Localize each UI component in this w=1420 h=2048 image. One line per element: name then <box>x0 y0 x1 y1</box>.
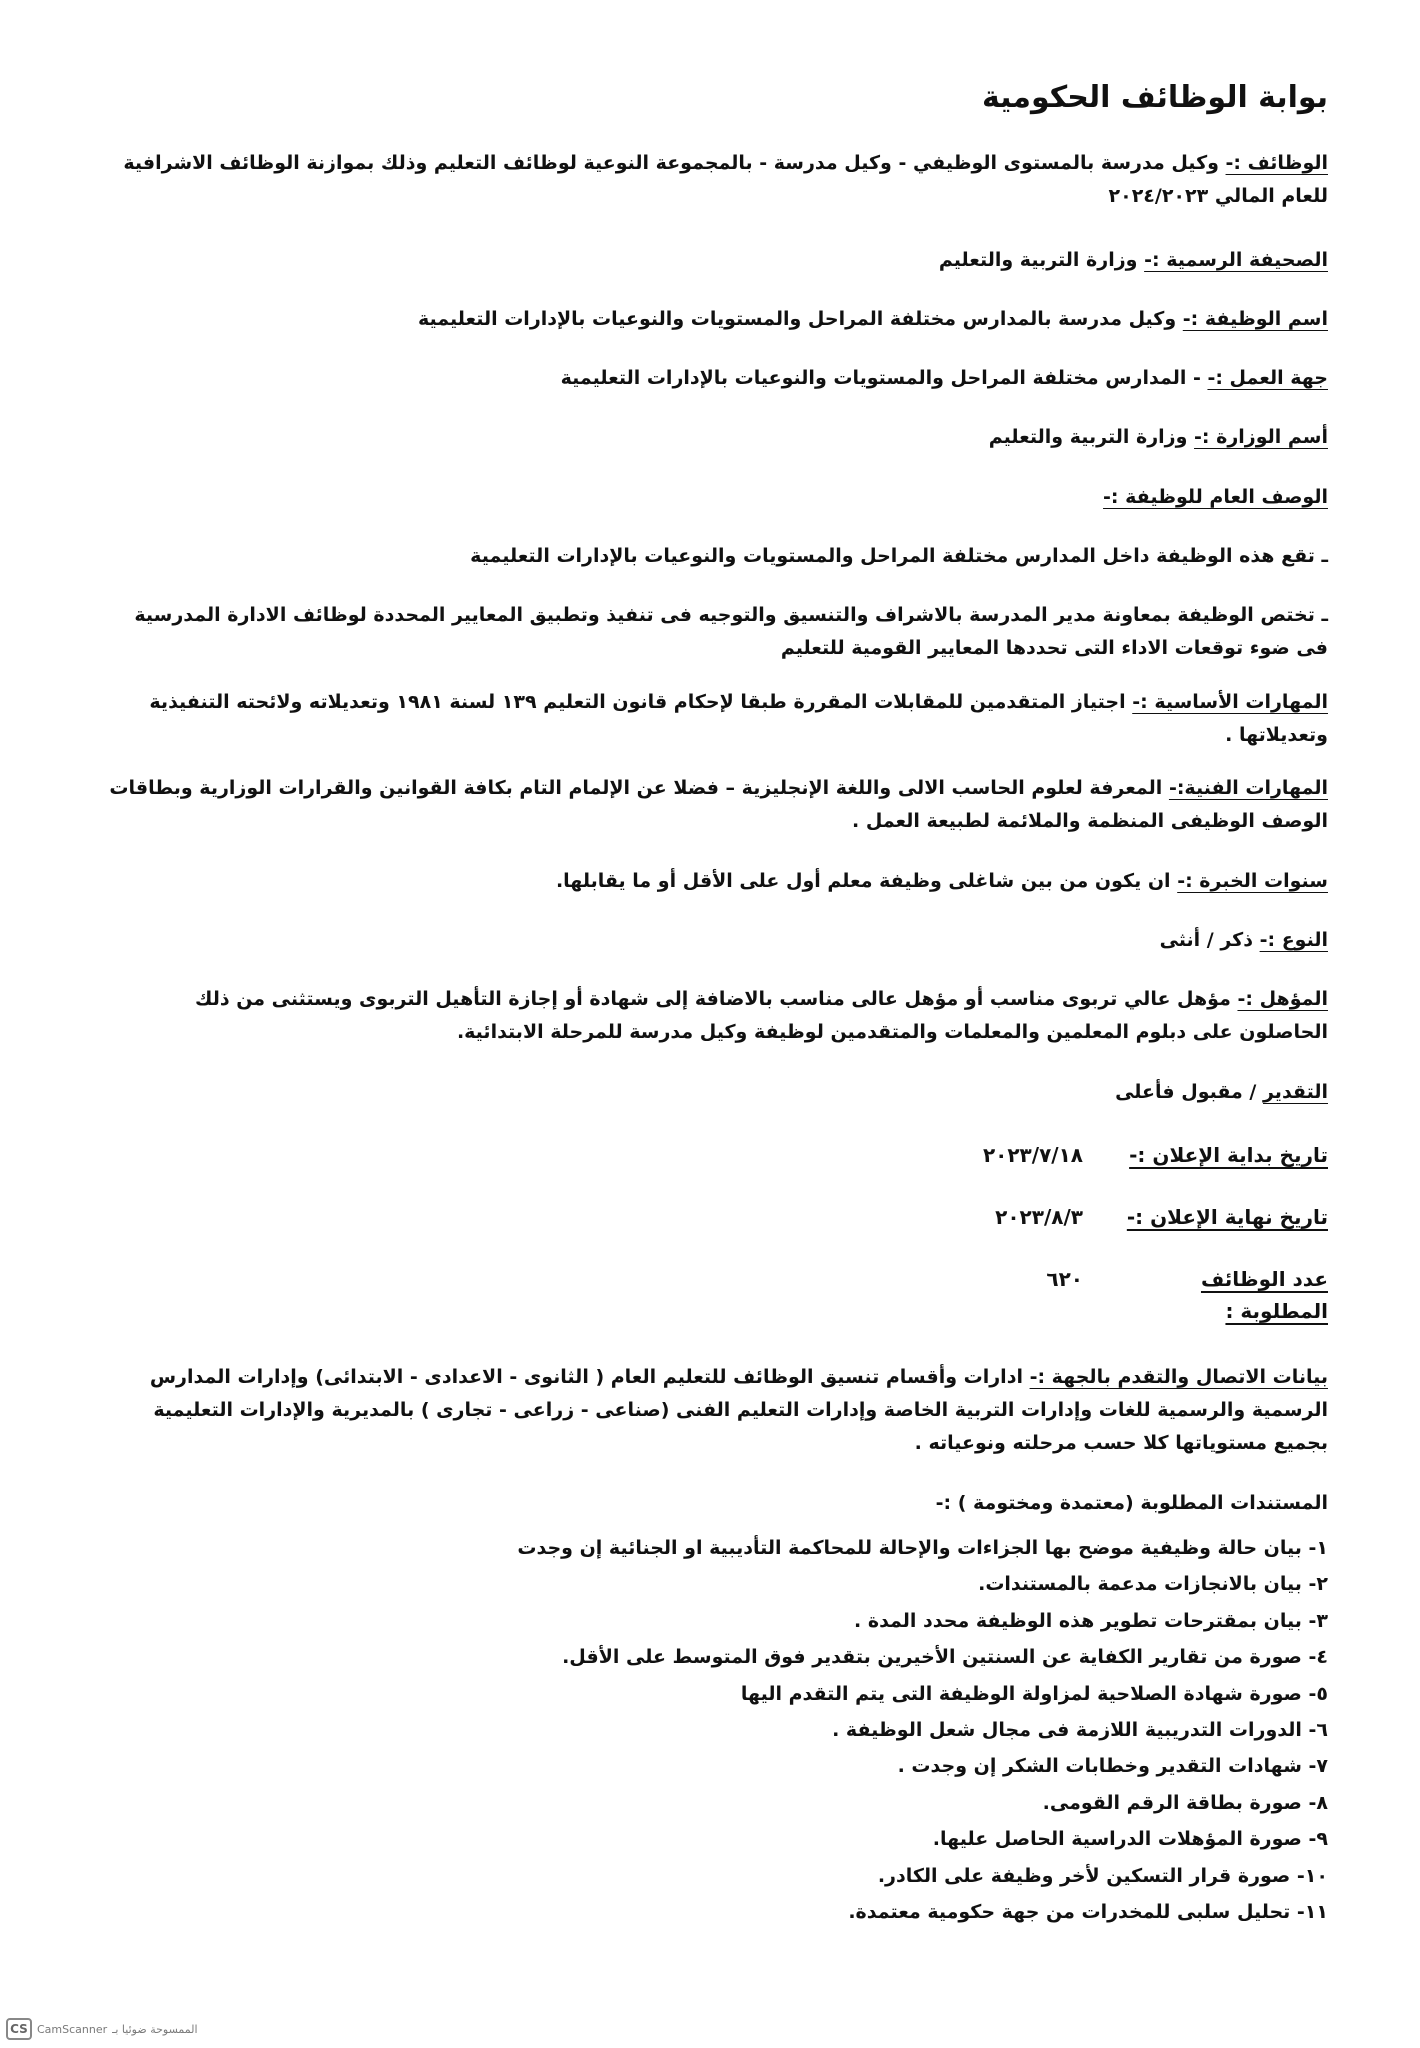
contact-section <box>100 1361 1328 1461</box>
list-item: ٥- صورة شهادة الصلاحية لمزاولة الوظيفة التى يتم التقدم اليها <box>740 1682 1328 1705</box>
jobs-section <box>100 147 1328 214</box>
technical-skills-value: المعرفة لعلوم الحاسب الالى واللغة الإنجليزية – فضلا عن الإلمام التام بكافة القوانين والقرارات الوزارية وبطاقات الوصف الوظيفى المنظمة والملائمة لطبيعة العمل . <box>109 777 1328 833</box>
qualification-section <box>100 983 1328 1050</box>
description-line-2: ـ تختص الوظيفة بمعاونة مدير المدرسة بالاشراف والتنسيق والتوجيه فى تنفيذ وتطبيق المعايير المحددة لوظائف الادارة المدرسية فى ضوء توقعات الاداء التى تحددها المعايير القومية للتعليم <box>134 604 1328 660</box>
qualification-label: المؤهل :- <box>1237 988 1328 1010</box>
list-item: ١١- تحليل سلبى للمخدرات من جهة حكومية معتمدة. <box>848 1901 1328 1924</box>
basic-skills-value: اجتياز المتقدمين للمقابلات المقررة طبقا لإحكام قانون التعليم ١٣٩ لسنة ١٩٨١ وتعديلاته ولائحته التنفيذية وتعديلاتها . <box>149 690 1328 746</box>
grade-label: التقدير <box>1262 1080 1328 1103</box>
gender-section <box>100 924 1328 957</box>
newspaper-label: الصحيفة الرسمية :- <box>1144 248 1328 271</box>
ministry-label: أسم الوزارة :- <box>1194 426 1328 449</box>
technical-skills-label: المهارات الفنية:- <box>1168 777 1328 799</box>
list-item: ١٠- صورة قرار التسكين لأخر وظيفة على الكادر. <box>877 1864 1328 1887</box>
newspaper-value: وزارة التربية والتعليم <box>938 248 1145 271</box>
contact-label: بيانات الاتصال والتقدم بالجهة :- <box>1029 1365 1328 1388</box>
employer-value: - المدارس مختلفة المراحل والمستويات والنوعيات بالإدارات التعليمية <box>560 367 1208 389</box>
list-item: ٩- صورة المؤهلات الدراسية الحاصل عليها. <box>932 1828 1328 1851</box>
description-label: الوصف العام للوظيفة :- <box>1103 485 1328 508</box>
start-date-value: ٢٠٢٣/٧/١٨ <box>982 1142 1083 1167</box>
list-item: ٢- بيان بالانجازات مدعمة بالمستندات. <box>978 1573 1328 1596</box>
list-item: ٤- صورة من تقارير الكفاية عن السنتين الأخيرين بتقدير فوق المتوسط على الأقل. <box>562 1646 1328 1669</box>
job-name-value: وكيل مدرسة بالمدارس مختلفة المراحل والمستويات والنوعيات بالإدارات التعليمية <box>417 307 1183 330</box>
list-item: ١- بيان حالة وظيفية موضح بها الجزاءات والإحالة للمحاكمة التأديبية او الجنائية إن وجدت <box>517 1536 1328 1559</box>
job-name-section <box>100 303 1328 336</box>
basic-skills-label: المهارات الأساسية :- <box>1132 690 1328 713</box>
basic-skills-section <box>100 686 1328 753</box>
start-date-label: تاريخ بداية الإعلان :- <box>1129 1142 1328 1167</box>
jobs-value: وكيل مدرسة بالمستوى الوظيفي - وكيل مدرسة - بالمجموعة النوعية لوظائف التعليم وذلك بموازنة الوظائف الاشرافية للعام المالي ٢٠٢٤/٢٠٢٣ <box>123 152 1328 208</box>
camscanner-logo-icon: CS <box>6 2018 32 2040</box>
list-item: ٣- بيان بمقترحات تطوير هذه الوظيفة محدد المدة . <box>854 1609 1328 1632</box>
grade-section <box>100 1076 1328 1109</box>
scanner-watermark <box>6 2018 198 2040</box>
job-name-label: اسم الوظيفة :- <box>1182 307 1328 330</box>
gender-label: النوع :- <box>1259 928 1328 951</box>
description-heading <box>100 481 1328 514</box>
positions-count-value: ٦٢٠ <box>1046 1266 1083 1291</box>
list-item: ٧- شهادات التقدير وخطابات الشكر إن وجدت . <box>897 1755 1328 1778</box>
end-date-row <box>100 1201 1328 1233</box>
page-title: بوابة الوظائف الحكومية <box>981 80 1328 115</box>
jobs-label: الوظائف :- <box>1225 152 1328 174</box>
technical-skills-section <box>100 772 1328 839</box>
gender-value: ذكر / أنثى <box>1159 928 1260 951</box>
documents-list <box>100 1534 1328 1928</box>
ministry-value: وزارة التربية والتعليم <box>988 426 1195 449</box>
contact-value: ادارات وأقسام تنسيق الوظائف للتعليم العام ( الثانوى - الاعدادى - الابتدائى) وإدارات المدارس الرسمية والرسمية للغات وإدارات التربية الخاصة وإدارات التعليم الفنى (صناعى - زراعى - تجارى ) بالمديرية والإدارات التعليمية بجميع مستوياتها كلا حسب مرحلته ونوعياته . <box>149 1365 1328 1455</box>
experience-label: سنوات الخبرة :- <box>1177 869 1328 892</box>
experience-value: ان يكون من بين شاغلى وظيفة معلم أول على الأقل أو ما يقابلها. <box>555 869 1178 892</box>
end-date-value: ٢٠٢٣/٨/٣ <box>995 1204 1083 1229</box>
grade-value: / مقبول فأعلى <box>1115 1080 1263 1103</box>
ministry-section <box>100 421 1328 454</box>
positions-count-label: عدد الوظائف المطلوبة : <box>1200 1266 1328 1323</box>
list-item: ٦- الدورات التدريبية اللازمة فى مجال شعل الوظيفة . <box>832 1718 1328 1741</box>
list-item: ٨- صورة بطاقة الرقم القومى. <box>1042 1791 1328 1814</box>
qualification-value: مؤهل عالي تربوى مناسب أو مؤهل عالى مناسب بالاضافة إلى شهادة أو إجازة التأهيل التربوى ويستثنى من ذلك الحاصلون على دبلوم المعلمين والمعلمات والمتقدمين لوظيفة وكيل مدرسة للمرحلة الابتدائية. <box>195 988 1328 1044</box>
employer-section <box>100 362 1328 395</box>
camscanner-brand: CamScanner <box>37 2022 108 2036</box>
documents-heading: المستندات المطلوبة (معتمدة ومختومة ) :- <box>935 1491 1328 1514</box>
experience-section <box>100 865 1328 898</box>
newspaper-section <box>100 244 1328 277</box>
description-line-1: ـ تقع هذه الوظيفة داخل المدارس مختلفة المراحل والمستويات والنوعيات بالإدارات التعليمية <box>470 544 1328 567</box>
start-date-row <box>100 1139 1328 1171</box>
end-date-label: تاريخ نهاية الإعلان :- <box>1126 1204 1328 1229</box>
employer-label: جهة العمل :- <box>1207 367 1328 389</box>
positions-count-row <box>100 1263 1328 1327</box>
camscanner-caption: الممسوحة ضوئيا بـ <box>112 2022 198 2036</box>
